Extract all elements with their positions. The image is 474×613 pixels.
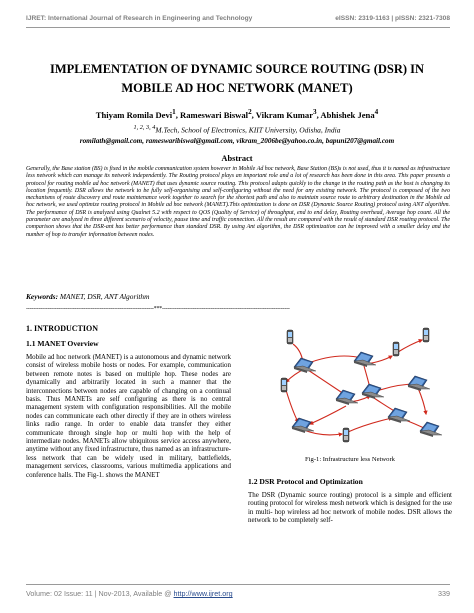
page-number: 339 [438,589,450,598]
section-heading-introduction: 1. INTRODUCTION [26,324,99,333]
author-emails: romilath@gmail.com, rameswaribiswal@gmail.com, vikram_2006be@yahoo.co.in, bapuni207@gmail.com [79,137,395,145]
keywords-label: Keywords: [26,292,59,301]
laptop-node-2 [354,352,376,367]
laptop-node-7 [292,418,314,433]
author-2: Rameswari Biswal [180,109,249,120]
author-3: Vikram Kumar [255,109,314,120]
subsection-heading-dsr: 1.2 DSR Protocol and Optimization [248,477,363,486]
journal-header [26,13,450,28]
figure-caption: Fig-1: Infrastructure less Network [305,456,395,463]
introduction-text: Mobile ad hoc network (MANET) is a autonomous and dynamic network consist of wireless mobile hosts or nodes. For example, communication between remote notes is based on multiple hop. These nodes are dynamically and arbitrarily located in such a manner that the interconnections between nodes are capable of changing on a continual basis. Thus MANETs are self configuring as there is no central management system with configuration responsibilities. All the mobile nodes can communicate each other directly if they are in others wireless links radio range. In order to enable data transfer they either communicate through single hop or multi hop with the help of intermediate nodes. MANETs allow ubiquitous service access anywhere, anytime without any fixed infrastructure, thus named as an infrastructure-less network that can be widely used in military, battlefields, management services, classrooms, various multimedia applications and conference halls. The Fig-1. shows the MANET [26,353,231,479]
author-1: Thiyam Romila Devi [95,109,173,120]
phone-node-3 [423,328,429,342]
keywords-text: MANET, DSR, ANT Algorithm [58,292,150,301]
abstract-text: Generally, the Base station (BS) is fixed in the mobile communication system however in Mobile Ad hoc network, Base Station (BS)s is not used, thus it is named as infrastructure less network which can manage its network independently. The Routing protocol plays an important role and a lot of research has been done in this area. This paper presents a protocol for routing mobile ad hoc network (MANET) that uses dynamic source routing. This protocol adapts quickly to the change in the routing path as the host is changing its location frequently. DSR allows the network to be fully self-organising and self-configuring without the need for any existing network. The protocol is composed of the two mechanisms of route discovery and route maintenance work together to search for the shortest path and also to maintain source route to arbitrary destination in the Mobile ad hoc network, we used optimize routing protocol in Mobile ad hoc network (MANET).This optimization is done on DSR (Dynamic Source Routing) protocol using ANT algorithm. The performance of DSR is analyzed using Qualnet 5.2 with respect to QOS (Quality of Service) of throughput, end to end delay, Routing overhead, Average hop count. All the parameter are analyzed in three different scenario of velocity, pause time and traffic connection. All the result are compared with the result of standard DSR routing protocol. The comparison shows that the DSR-ant has better performance than standard DSR. By using Ant algorithm, the DSR optimization can be improved with a smaller delay and the number of hop to transfer information between nodes. [26,166,450,238]
laptop-node-4 [362,384,384,399]
dsr-text: The DSR (Dynamic source routing) protocol is a simple and efficient routing protocol for wireless mesh network which is designed for the use in multi- hop wireless ad hoc network of mobile nodes. DSR allows the network to be completely self- [248,491,452,525]
laptop-node-8 [420,422,442,437]
page-footer [26,584,450,601]
keywords [26,292,450,301]
laptop-node-5 [408,376,430,391]
title-line-2: MOBILE AD HOC NETWORK (MANET) [121,81,353,95]
author-4: Abhishek Jena [320,109,375,120]
laptop-node-1 [294,358,316,373]
affiliation: $^{1, 2, 3, 4}$M.Tech, School of Electronics, KIIT University, Odisha, India [133,124,341,135]
subsection-heading-manet: 1.1 MANET Overview [26,339,99,348]
abstract-heading: Abstract [221,154,253,163]
author-list: Thiyam Romila Devi$^1$, Rameswari Biswal$^2$, Vikram Kumar$^3$, Abhishek Jena$^4$ [95,108,379,120]
manet-network-figure [246,322,452,452]
phone-node-2 [393,342,399,356]
issn: eISSN: 2319-1163 | pISSN: 2321-7308 [335,15,450,22]
phone-node-5 [343,428,349,442]
section-separator: -----------------------------------------------------------------------***----------------------------------------------------------------------- [26,306,290,312]
phone-node-1 [287,330,293,344]
laptop-node-3 [336,390,358,405]
footer-volume: Volume: 02 Issue: 11 | Nov-2013, Available @ http://www.ijret.org [26,589,233,598]
laptop-node-6 [388,408,410,423]
phone-node-4 [281,378,287,392]
paper-title [20,60,454,98]
title-line-1: IMPLEMENTATION OF DYNAMIC SOURCE ROUTING (DSR) IN [49,62,425,76]
journal-link[interactable]: http://www.ijret.org [173,589,233,598]
journal-name: IJRET: International Journal of Research in Engineering and Technology [26,15,253,22]
